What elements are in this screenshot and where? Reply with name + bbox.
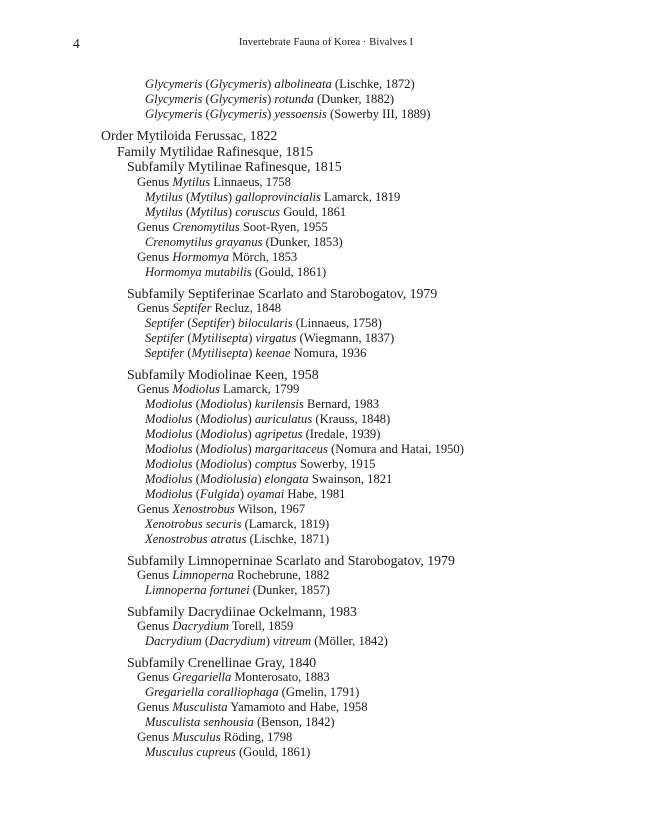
text-segment: (Dunker, 1853) xyxy=(265,235,343,249)
text-segment: Wilson, 1967 xyxy=(234,502,306,516)
italic-name: Septifer xyxy=(145,331,188,345)
italic-name: Modiolusia xyxy=(199,472,258,486)
text-segment: ( xyxy=(205,107,210,121)
italic-name: Mytilus xyxy=(190,205,228,219)
italic-name: yessoensis xyxy=(274,107,327,121)
italic-name: Glycymeris xyxy=(209,107,268,121)
text-segment: (Iredale, 1939) xyxy=(302,427,381,441)
italic-name: Xenostrobus atratus xyxy=(145,532,250,546)
italic-name: bilocularis xyxy=(238,316,293,330)
genus-entry xyxy=(137,700,368,715)
text-segment: ( xyxy=(187,346,192,360)
italic-name: Dacrydium xyxy=(145,634,205,648)
text-segment: ( xyxy=(204,634,210,648)
text-segment: Subfamily Crenellinae Gray, 1840 xyxy=(127,655,317,670)
text-segment: Subfamily Dacrydiinae Ockelmann, 1983 xyxy=(127,604,357,619)
italic-name: Modiolus xyxy=(199,427,248,441)
italic-name: Crenomytilus xyxy=(172,220,240,234)
text-segment: ) xyxy=(267,92,275,106)
subfamily-heading xyxy=(127,604,357,620)
genus-entry xyxy=(137,220,328,235)
text-segment: Genus xyxy=(137,568,173,582)
italic-name: Xenostrobus xyxy=(172,502,235,516)
italic-name: Mytilisepta xyxy=(191,346,249,360)
text-segment: (Sowerby III, 1889) xyxy=(326,107,431,121)
text-segment: (Wiegmann, 1837) xyxy=(296,331,395,345)
text-segment: Genus xyxy=(137,382,173,396)
italic-name: Modiolus xyxy=(145,397,196,411)
text-segment: (Lischke, 1871) xyxy=(249,532,330,546)
italic-name: Modiolus xyxy=(199,412,248,426)
species-entry xyxy=(145,427,380,442)
italic-name: Mytilus xyxy=(145,190,186,204)
species-entry xyxy=(145,346,366,361)
text-segment: ( xyxy=(185,190,191,204)
species-entry xyxy=(145,442,464,457)
text-segment: ( xyxy=(195,442,200,456)
text-segment: Genus xyxy=(137,220,173,234)
species-entry xyxy=(145,517,329,532)
subfamily-heading xyxy=(127,553,455,569)
text-segment: ) xyxy=(257,472,265,486)
text-segment: ) xyxy=(267,77,275,91)
subfamily-heading xyxy=(127,655,316,671)
text-segment: ) xyxy=(247,442,255,456)
italic-name: comptus xyxy=(254,457,297,471)
text-segment: Subfamily Septiferinae Scarlato and Starobogatov, 1979 xyxy=(127,286,438,301)
text-segment: Lamarck, 1799 xyxy=(219,382,300,396)
running-title: Invertebrate Fauna of Korea · Bivalves I xyxy=(238,37,414,48)
italic-name: Musculista senhousia xyxy=(145,715,257,729)
text-segment: Recluz, 1848 xyxy=(211,301,282,315)
italic-name: Musculus cupreus xyxy=(145,745,239,759)
italic-name: Mytilisepta xyxy=(191,331,249,345)
species-entry xyxy=(145,685,359,700)
text-segment: ) xyxy=(247,457,255,471)
text-segment: Genus xyxy=(137,301,173,315)
text-segment: Subfamily Modiolinae Keen, 1958 xyxy=(127,367,319,382)
italic-name: Modiolus xyxy=(172,382,220,396)
italic-name: margaritaceus xyxy=(254,442,328,456)
italic-name: Modiolus xyxy=(145,457,196,471)
text-segment: (Lischke, 1872) xyxy=(331,77,415,91)
genus-entry xyxy=(137,175,291,190)
species-entry xyxy=(145,397,379,412)
text-segment: Yamamoto and Habe, 1958 xyxy=(227,700,368,714)
text-segment: Nomura, 1936 xyxy=(290,346,367,360)
family-heading xyxy=(117,144,313,160)
text-segment: ( xyxy=(195,457,200,471)
italic-name: Septifer xyxy=(145,346,188,360)
genus-entry xyxy=(137,619,293,634)
text-segment: ) xyxy=(247,412,255,426)
species-entry xyxy=(145,583,330,598)
italic-name: kurilensis xyxy=(254,397,304,411)
italic-name: Glycymeris xyxy=(209,92,268,106)
species-entry xyxy=(145,487,345,502)
text-segment: ) xyxy=(227,205,236,219)
italic-name: Glycymeris xyxy=(145,107,206,121)
italic-name: elongata xyxy=(264,472,309,486)
text-segment: ( xyxy=(195,412,200,426)
italic-name: Modiolus xyxy=(199,397,248,411)
italic-name: rotunda xyxy=(274,92,314,106)
genus-entry xyxy=(137,568,329,583)
italic-name: Crenomytilus grayanus xyxy=(145,235,266,249)
italic-name: Modiolus xyxy=(145,487,196,501)
genus-entry xyxy=(137,730,292,745)
text-segment: Röding, 1798 xyxy=(220,730,293,744)
order-heading xyxy=(101,128,277,144)
species-entry xyxy=(145,457,375,472)
species-entry xyxy=(145,107,430,122)
text-segment: ( xyxy=(187,316,192,330)
text-segment: Genus xyxy=(137,250,173,264)
text-segment: Habe, 1981 xyxy=(284,487,346,501)
italic-name: auriculatus xyxy=(254,412,313,426)
text-segment: Mörch, 1853 xyxy=(229,250,298,264)
species-entry xyxy=(145,634,388,649)
text-segment: ( xyxy=(187,331,192,345)
text-segment: Genus xyxy=(137,730,173,744)
text-segment: ) xyxy=(248,331,256,345)
genus-entry xyxy=(137,250,297,265)
italic-name: virgatus xyxy=(255,331,297,345)
text-segment: ) xyxy=(239,487,248,501)
italic-name: oyamai xyxy=(247,487,285,501)
italic-name: Xenotrobus securis xyxy=(145,517,245,531)
species-entry xyxy=(145,331,394,346)
text-segment: (Krauss, 1848) xyxy=(312,412,391,426)
text-segment: (Gould, 1861) xyxy=(238,745,311,759)
italic-name: Modiolus xyxy=(145,427,196,441)
species-entry xyxy=(145,532,329,547)
italic-name: albolineata xyxy=(274,77,332,91)
italic-name: Septifer xyxy=(145,316,188,330)
italic-name: Hormomya mutabilis xyxy=(145,265,255,279)
italic-name: keenae xyxy=(255,346,291,360)
text-segment: (Benson, 1842) xyxy=(256,715,335,729)
species-entry xyxy=(145,205,346,220)
text-segment: ( xyxy=(195,427,200,441)
italic-name: Gregariella coralliophaga xyxy=(145,685,282,699)
italic-name: Mytilus xyxy=(172,175,211,189)
text-segment: ) xyxy=(265,634,274,648)
text-segment: Genus xyxy=(137,175,173,189)
text-segment: Swainson, 1821 xyxy=(308,472,393,486)
text-segment: ) xyxy=(247,397,255,411)
subfamily-heading xyxy=(127,159,342,175)
italic-name: Limnoperna fortunei xyxy=(145,583,253,597)
text-segment: ( xyxy=(185,205,191,219)
text-segment: (Gould, 1861) xyxy=(254,265,327,279)
italic-name: Mytilus xyxy=(145,205,186,219)
italic-name: Glycymeris xyxy=(145,92,206,106)
text-segment: (Nomura and Hatai, 1950) xyxy=(327,442,464,456)
text-segment: (Dunker, 1882) xyxy=(313,92,395,106)
text-segment: ) xyxy=(267,107,275,121)
italic-name: agripetus xyxy=(254,427,303,441)
species-entry xyxy=(145,412,390,427)
subfamily-heading xyxy=(127,286,437,302)
species-entry xyxy=(145,265,326,280)
text-segment: Lamarck, 1819 xyxy=(320,190,401,204)
page-number: 4 xyxy=(73,36,80,51)
species-entry xyxy=(145,77,415,92)
italic-name: Gregariella xyxy=(172,670,232,684)
species-entry xyxy=(145,235,343,250)
italic-name: Hormomya xyxy=(172,250,229,264)
text-segment: (Gmelin, 1791) xyxy=(281,685,360,699)
italic-name: Dacrydium xyxy=(172,619,229,633)
text-segment: Genus xyxy=(137,502,173,516)
species-entry xyxy=(145,190,400,205)
text-segment: ( xyxy=(205,77,210,91)
text-segment: Soot-Ryen, 1955 xyxy=(239,220,328,234)
italic-name: coruscus xyxy=(235,205,281,219)
text-segment: Genus xyxy=(137,670,173,684)
text-segment: Order Mytiloida Ferussac, 1822 xyxy=(101,128,278,143)
italic-name: Limnoperna xyxy=(172,568,234,582)
text-segment: Family Mytilidae Rafinesque, 1815 xyxy=(117,144,314,159)
text-segment: ( xyxy=(195,487,200,501)
text-segment: (Dunker, 1857) xyxy=(252,583,330,597)
italic-name: Modiolus xyxy=(199,442,248,456)
text-segment: Linnaeus, 1758 xyxy=(210,175,291,189)
text-segment: ( xyxy=(205,92,210,106)
species-entry xyxy=(145,92,394,107)
text-segment: Monterosato, 1883 xyxy=(231,670,330,684)
italic-name: Modiolus xyxy=(145,412,196,426)
italic-name: Modiolus xyxy=(199,457,248,471)
species-entry xyxy=(145,715,335,730)
text-segment: Genus xyxy=(137,700,173,714)
italic-name: Septifer xyxy=(172,301,212,315)
species-entry xyxy=(145,472,392,487)
genus-entry xyxy=(137,502,305,517)
italic-name: Mytilus xyxy=(190,190,228,204)
italic-name: Musculista xyxy=(172,700,228,714)
italic-name: Septifer xyxy=(191,316,231,330)
text-segment: ) xyxy=(247,427,255,441)
text-segment: (Linnaeus, 1758) xyxy=(292,316,382,330)
text-segment: ) xyxy=(230,316,239,330)
text-segment: (Möller, 1842) xyxy=(311,634,388,648)
species-entry xyxy=(145,745,310,760)
text-segment: ( xyxy=(195,397,200,411)
text-segment: ) xyxy=(248,346,256,360)
species-entry xyxy=(145,316,382,331)
genus-entry xyxy=(137,382,299,397)
italic-name: Fulgida xyxy=(199,487,240,501)
text-segment: Bernard, 1983 xyxy=(303,397,380,411)
text-segment: Gould, 1861 xyxy=(280,205,347,219)
text-segment: Torell, 1859 xyxy=(229,619,294,633)
italic-name: Dacrydium xyxy=(209,634,266,648)
italic-name: Modiolus xyxy=(145,442,196,456)
italic-name: Glycymeris xyxy=(145,77,206,91)
text-segment: ( xyxy=(195,472,200,486)
genus-entry xyxy=(137,301,281,316)
text-segment: Sowerby, 1915 xyxy=(296,457,376,471)
italic-name: Musculus xyxy=(172,730,221,744)
italic-name: vitreum xyxy=(273,634,312,648)
italic-name: galloprovincialis xyxy=(235,190,321,204)
text-segment: Subfamily Limnoperninae Scarlato and Starobogatov, 1979 xyxy=(127,553,455,568)
subfamily-heading xyxy=(127,367,319,383)
text-segment: Subfamily Mytilinae Rafinesque, 1815 xyxy=(127,159,342,174)
text-segment: Rochebrune, 1882 xyxy=(233,568,330,582)
italic-name: Modiolus xyxy=(145,472,196,486)
genus-entry xyxy=(137,670,330,685)
text-segment: Genus xyxy=(137,619,173,633)
text-segment: (Lamarck, 1819) xyxy=(244,517,330,531)
italic-name: Glycymeris xyxy=(209,77,268,91)
text-segment: ) xyxy=(227,190,236,204)
